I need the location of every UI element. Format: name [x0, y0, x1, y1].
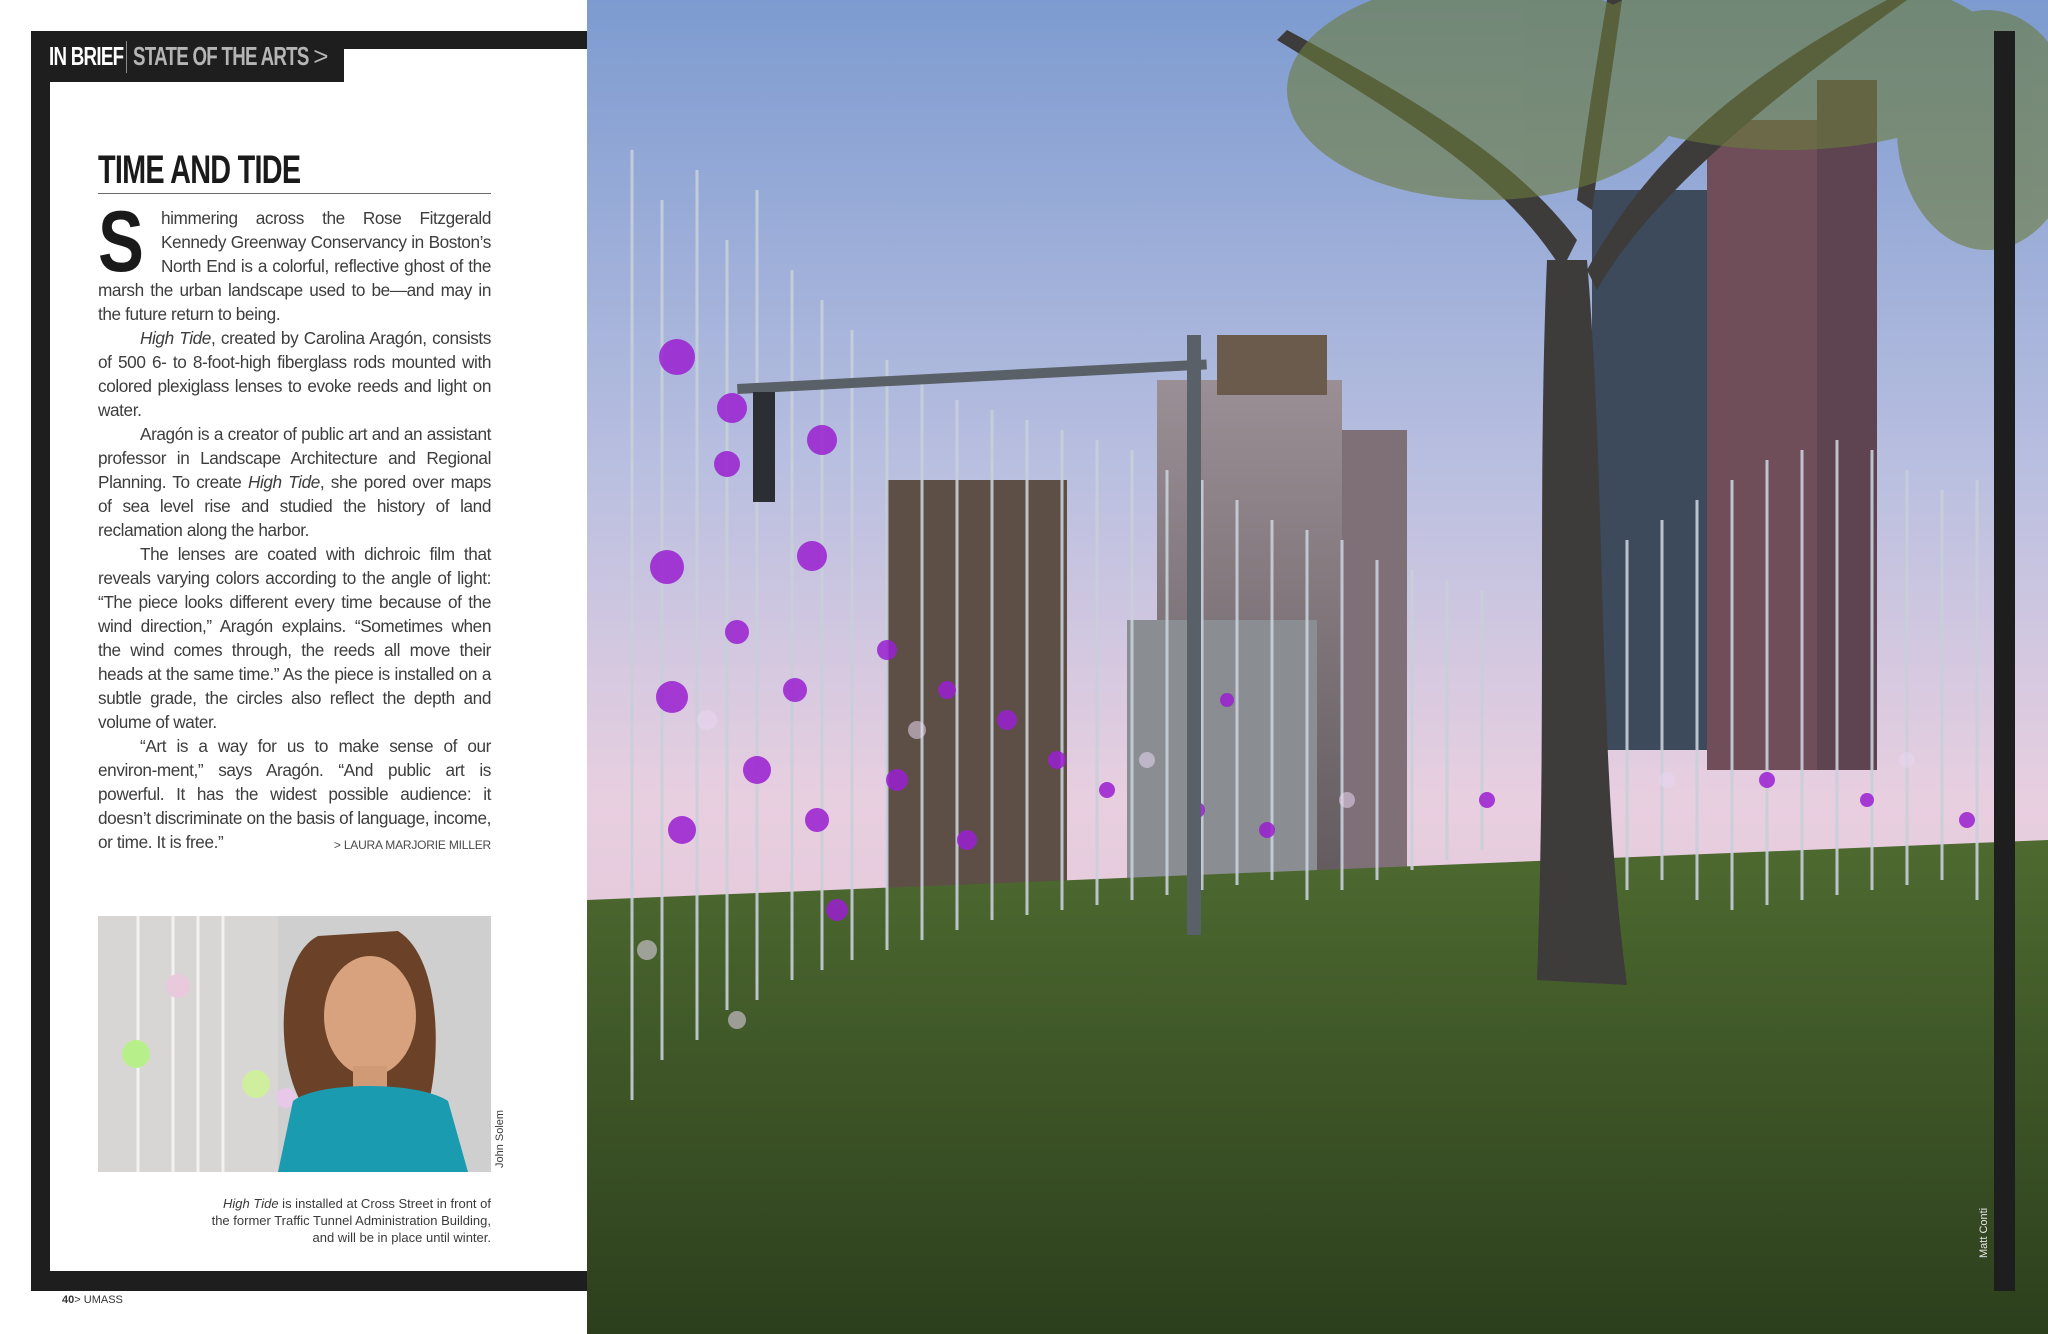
paragraph-1-text: himmering across the Rose Fitzgerald Kennedy Greenway Conservancy in Boston’s North End is a colorful, reflective ghost of the marsh the urban landscape used to be—and may in the future return to being.: [98, 208, 491, 324]
paragraph-2: High Tide, created by Carolina Aragón, consists of 500 6- to 8-foot-high fiberglass rods mounted with colored plexiglass lenses to evoke reeds and light on water.: [98, 328, 492, 420]
chevron-right-icon: >: [313, 41, 328, 71]
page-frame-right: [1994, 31, 2015, 1291]
caption-title: High Tide: [223, 1196, 279, 1211]
paragraph-5: “Art is a way for us to make sense of our environ-ment,” says Aragón. “And public art is powerful. It has the widest possible audience: it doesn’t discriminate on the basis of language, income, or time. It is free.”: [98, 736, 491, 852]
installation-photo: [587, 0, 2048, 1334]
photo-caption: [210, 1195, 491, 1246]
paragraph-1: [98, 194, 491, 326]
paragraph-4: The lenses are coated with dichroic film that reveals varying colors according to the angle of light: “The piece looks different every time because of the wind direction,” Aragón explains. “Sometimes when the wind comes through, the reeds all move their heads at the same time.” As the piece is installed on a subtle grade, the circles also reflect the depth and volume of water.: [98, 544, 491, 732]
page-frame-left: [31, 31, 50, 1291]
paragraph-3: Aragón is a creator of public art and an assistant professor in Landscape Architecture and Regional Planning. To create High Tide, she pored over maps of sea level rise and studied the history of land reclamation along the harbor.: [98, 424, 491, 540]
section-tab[interactable]: [31, 31, 344, 82]
artist-portrait-photo: [98, 916, 491, 1172]
page-number: 40: [62, 1294, 75, 1306]
subsection-label: STATE OF THE ARTS: [133, 41, 309, 71]
article-headline: TIME AND TIDE: [98, 148, 301, 192]
page-folio: [62, 1294, 123, 1306]
article-body: [98, 194, 492, 854]
headline-rule: [98, 193, 491, 194]
section-label: IN BRIEF: [49, 41, 124, 71]
photo-credit: Matt Conti: [1978, 1207, 1990, 1258]
portrait-credit: John Solem: [494, 1109, 506, 1168]
magazine-name: UMASS: [83, 1294, 123, 1306]
folio-separator: >: [74, 1294, 81, 1306]
artwork-title: High Tide: [247, 472, 320, 492]
author-byline: > LAURA MARJORIE MILLER: [333, 838, 491, 852]
tab-divider: [126, 41, 127, 73]
drop-cap: S: [98, 194, 144, 290]
caption-text: is installed at Cross Street in front of the former Traffic Tunnel Administration Building, and will be in place until winter.: [211, 1196, 491, 1245]
artwork-title: High Tide: [140, 328, 211, 348]
